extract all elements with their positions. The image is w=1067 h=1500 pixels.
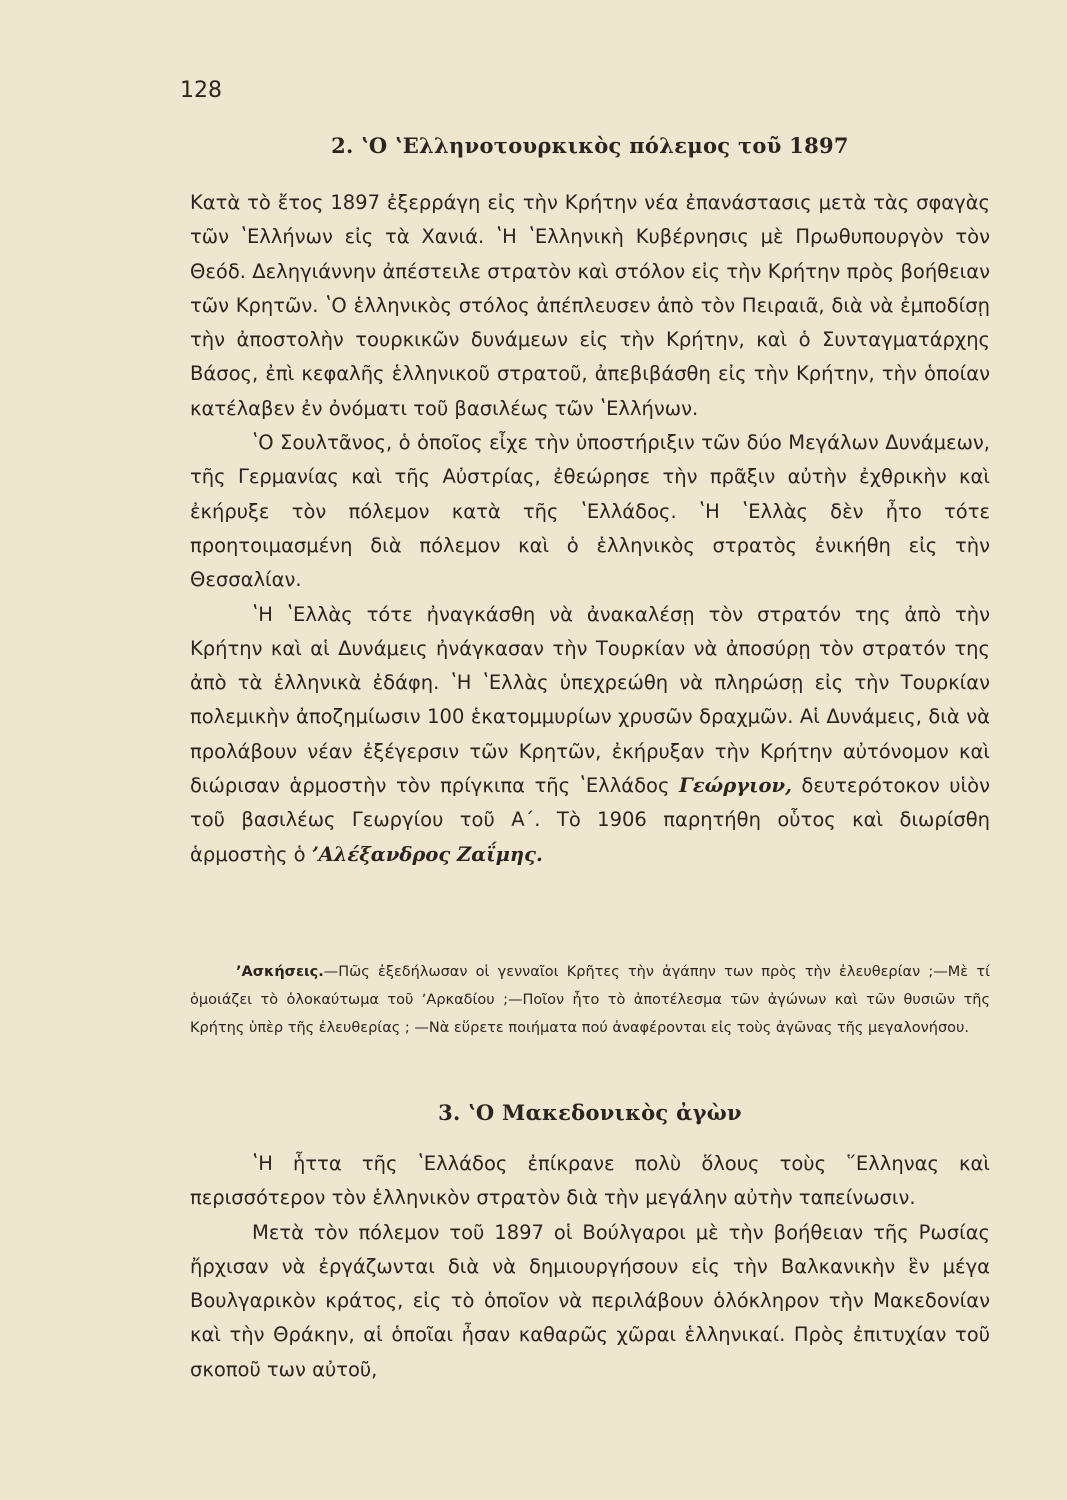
section-2-title: 2. ʽΟ ʽΕλληνοτουρκικὸς πόλεμος τοῦ 1897 [331, 133, 849, 158]
section-2-body [190, 186, 990, 872]
page-number: 128 [180, 78, 222, 103]
exercises-paragraph [190, 958, 990, 1042]
paragraph: ʽΟ Σουλτᾶνος, ὁ ὁποῖος εἶχε τὴν ὑποστήριξιν τῶν δύο Μεγάλων Δυνάμεων, τῆς Γερμανίας καὶ τῆς Αὐστρίας, ἐθεώρησε τὴν πρᾶξιν αὐτὴν ἐχθρικὴν καὶ ἐκήρυξε τὸν πόλεμον κατὰ τῆς ʽΕλλάδος. ʽΗ ʽΕλλὰς δὲν ἦτο τότε προητοιμασμένη διὰ πόλεμον καὶ ὁ ἑλληνικὸς στρατὸς ἐνικήθη εἰς τὴν Θεσσαλίαν. [190, 431, 990, 592]
exercises-block [190, 958, 990, 1042]
exercises-label: ʼΑσκήσεις. [236, 964, 324, 980]
section-3-title: 3. ʽΟ Μακεδονικὸς ἀγὼν [438, 1100, 742, 1125]
section-3-body [190, 1147, 990, 1387]
exercises-text: —Πῶς ἐξεδήλωσαν οἱ γενναῖοι Κρῆτες τὴν ἀγάπην των πρὸς τὴν ἐλευθερίαν ;—Μὲ τί ὁμοιάζει τὸ ὁλοκαύτωμα τοῦ ʼΑρκαδίου ;—Ποῖον ἦτο τὸ ἀποτέλεσμα τῶν ἀγώνων καὶ τῶν θυσιῶν τῆς Κρήτης ὑπὲρ τῆς ἐλευθερίας ; —Νὰ εὕρετε ποιήματα πού ἀναφέρονται εἰς τοὺς ἀγῶνας τῆς μεγαλονήσου. [190, 964, 990, 1036]
paragraph: Κατὰ τὸ ἔτος 1897 ἐξερράγη εἰς τὴν Κρήτην νέα ἐπανάστασις μετὰ τὰς σφαγὰς τῶν ʽΕλλήνων εἰς τὰ Χανιά. ʽΗ ʽΕλληνικὴ Κυβέρνησις μὲ Πρωθυπουργὸν τὸν Θεόδ. Δεληγιάννην ἀπέστειλε στρατὸν καὶ στόλον εἰς τὴν Κρήτην πρὸς βοήθειαν τῶν Κρητῶν. ʽΟ ἑλληνικὸς στόλος ἀπέπλευσεν ἀπὸ τὸν Πειραιᾶ, διὰ νὰ ἐμποδίσῃ τὴν ἀποστολὴν τουρκικῶν δυνάμεων εἰς τὴν Κρήτην, καὶ ὁ Συνταγματάρχης Βάσος, ἐπὶ κεφαλῆς ἑλληνικοῦ στρατοῦ, ἀπεβιβάσθη εἰς τὴν Κρήτην, τὴν ὁποίαν κατέλαβεν ἐν ὀνόματι τοῦ βασιλέως τῶν ʽΕλλήνων. [190, 191, 990, 420]
emphasized-name: Γεώργιον, [678, 774, 792, 798]
paragraph: Μετὰ τὸν πόλεμον τοῦ 1897 οἱ Βούλγαροι μὲ τὴν βοήθειαν τῆς Ρωσίας ἤρχισαν νὰ ἐργάζωνται διὰ νὰ δημιουργήσουν εἰς τὴν Βαλκανικὴν ἓν μέγα Βουλγαρικὸν κράτος, εἰς τὸ ὁποῖον νὰ περιλάβουν ὁλόκληρον τὴν Μακεδονίαν καὶ τὴν Θράκην, αἱ ὁποῖαι ἦσαν καθαρῶς χῶραι ἑλληνικαί. Πρὸς ἐπιτυχίαν τοῦ σκοποῦ των αὐτοῦ, [190, 1220, 990, 1381]
emphasized-name: ʼΑλέξανδρος Ζαΐμης. [311, 842, 543, 866]
paragraph-text: δευτερότοκον υἱὸν τοῦ βασιλέως Γεωργίου τοῦ Α΄. Τὸ 1906 παρητήθη οὗτος καὶ διωρίσθη ἁρμοστὴς ὁ [190, 774, 991, 866]
paragraph [190, 598, 990, 872]
paragraph: ʽΗ ἧττα τῆς ʽΕλλάδος ἐπίκρανε πολὺ ὅλους τοὺς ῞Ελληνας καὶ περισσότερον τὸν ἑλληνικὸν στρατὸν διὰ τὴν μεγάλην αὐτὴν ταπείνωσιν. [190, 1152, 990, 1210]
paragraph-text: ʽΗ ʽΕλλὰς τότε ἠναγκάσθη νὰ ἀνακαλέσῃ τὸν στρατόν της ἀπὸ τὴν Κρήτην καὶ αἱ Δυνάμεις ἠνάγκασαν τὴν Τουρκίαν νὰ ἀποσύρῃ τὸν στρατόν της ἀπὸ τὰ ἑλληνικὰ ἐδάφη. ʽΗ ʽΕλλὰς ὑπεχρεώθη νὰ πληρώσῃ εἰς τὴν Τουρκίαν πολεμικὴν ἀποζημίωσιν 100 ἑκατομμυρίων χρυσῶν δραχμῶν. Αἱ Δυνάμεις, διὰ νὰ προλάβουν νέαν ἐξέγερσιν τῶν Κρητῶν, ἐκήρυξαν τὴν Κρήτην αὐτόνομον καὶ διώρισαν ἁρμοστὴν τὸν πρίγκιπα τῆς ʽΕλλάδος [190, 602, 990, 798]
